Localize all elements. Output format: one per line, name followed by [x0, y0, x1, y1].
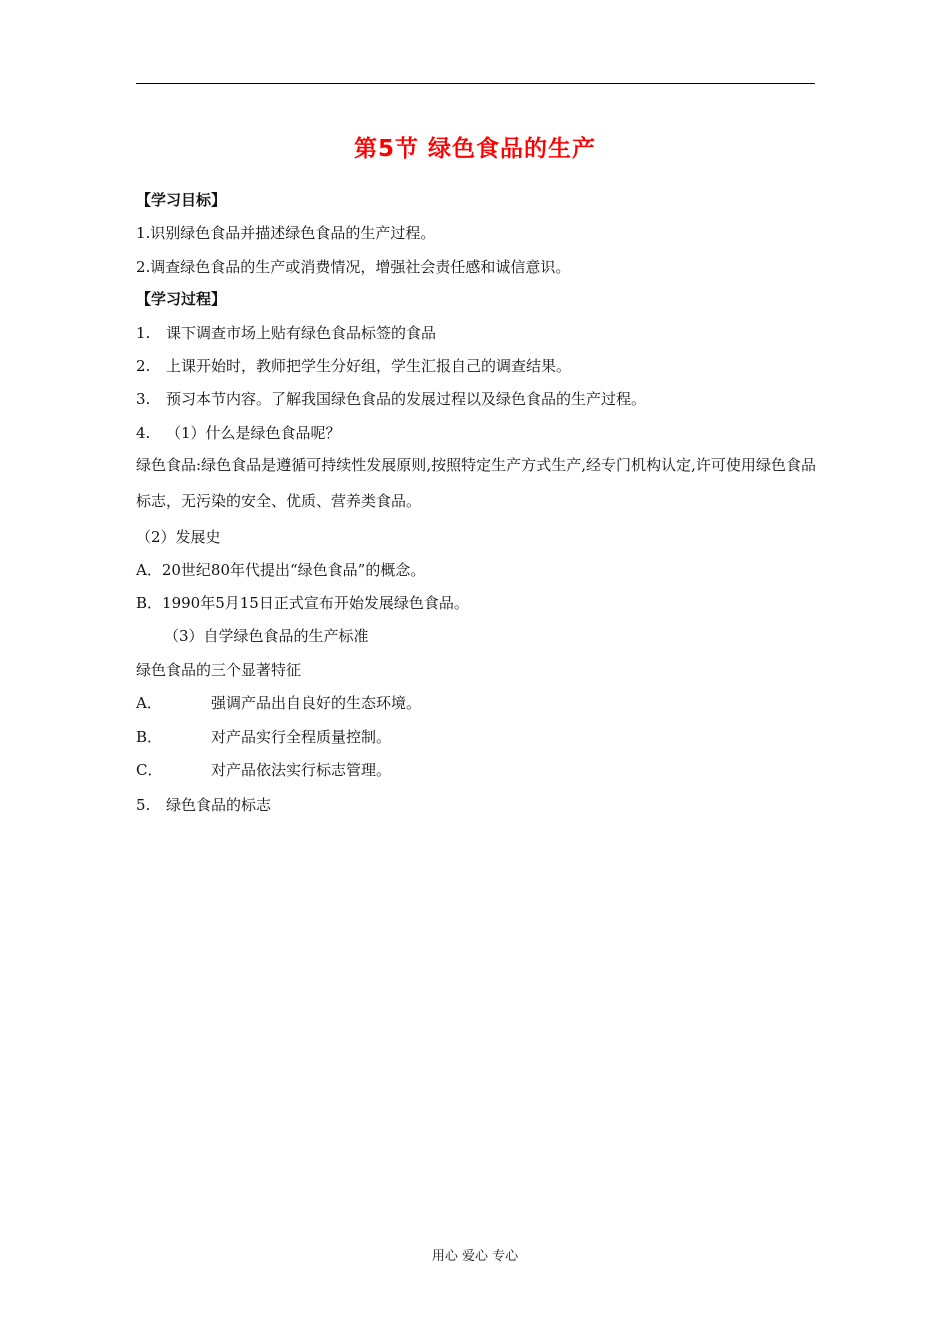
feature-item — [136, 726, 391, 748]
process-heading: 【学习过程】 — [136, 290, 227, 308]
standards-heading: （3）自学绿色食品的生产标准 — [164, 627, 369, 645]
feature-letter: B． — [136, 728, 163, 746]
step-text: （1）什么是绿色食品呢？ — [166, 424, 341, 442]
header-rule — [136, 83, 815, 84]
history-item: A．20世纪80年代提出“绿色食品”的概念。 — [136, 561, 426, 579]
step-item — [136, 422, 341, 444]
step-text: 上课开始时，教师把学生分好组，学生汇报自己的调查结果。 — [166, 357, 572, 375]
features-intro: 绿色食品的三个显著特征 — [136, 661, 302, 679]
history-item: B．1990年5月15日正式宣布开始发展绿色食品。 — [136, 594, 469, 612]
step-item — [136, 355, 571, 377]
feature-item — [136, 759, 391, 781]
objective-item: 1.识别绿色食品并描述绿色食品的生产过程。 — [136, 224, 436, 242]
objectives-heading: 【学习目标】 — [136, 191, 227, 209]
step-text: 课下调查市场上贴有绿色食品标签的食品 — [166, 324, 437, 342]
step-number: 3. — [136, 390, 151, 408]
definition-paragraph: 绿色食品:绿色食品是遵循可持续性发展原则,按照特定生产方式生产,经专门机构认定,许可使用绿色食品标志，无污染的安全、优质、营养类食品。 — [136, 456, 816, 510]
page-footer: 用心 爱心 专心 — [431, 1249, 519, 1264]
step-number: 4. — [136, 424, 151, 442]
step-item — [136, 388, 646, 410]
feature-item — [136, 692, 421, 714]
history-heading: （2）发展史 — [136, 528, 221, 546]
step-number: 5. — [136, 796, 151, 814]
objective-item: 2.调查绿色食品的生产或消费情况，增强社会责任感和诚信意识。 — [136, 258, 571, 276]
step-text: 绿色食品的标志 — [166, 796, 272, 814]
page-title: 第5节 绿色食品的生产 — [353, 136, 596, 162]
feature-text: 强调产品出自良好的生态环境。 — [211, 694, 422, 712]
feature-letter: A． — [136, 694, 162, 712]
step-number: 1. — [136, 324, 151, 342]
step-number: 2. — [136, 357, 151, 375]
feature-letter: C． — [136, 761, 163, 779]
feature-text: 对产品依法实行标志管理。 — [211, 761, 392, 779]
step-text: 预习本节内容。了解我国绿色食品的发展过程以及绿色食品的生产过程。 — [166, 390, 647, 408]
feature-text: 对产品实行全程质量控制。 — [211, 728, 392, 746]
step-item — [136, 794, 271, 816]
step-item — [136, 322, 436, 344]
